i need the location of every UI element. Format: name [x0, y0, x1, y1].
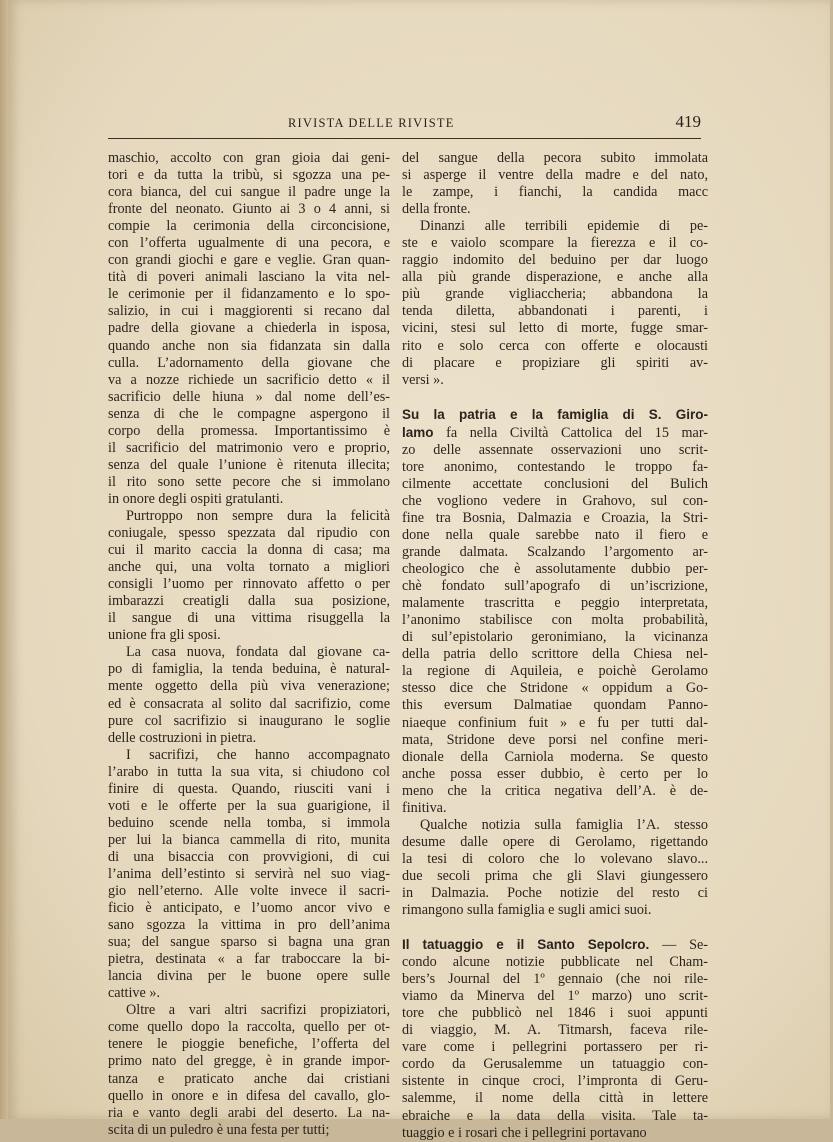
- text-line: di sul’epistolario geronimiano, la vicinanza: [402, 629, 708, 646]
- text-line: finitiva.: [402, 799, 447, 816]
- text-line: fine tra Bosnia, Dalmazia e Croazia, la Stri-: [402, 509, 708, 526]
- text-line: pure col sacrifizio si inaugurano le soglie: [108, 712, 390, 729]
- text-line: in onore degli ospiti gratulanti.: [108, 490, 284, 507]
- text-line: tori e da tutta la tribù, si sgozza una pe-: [108, 167, 390, 184]
- text-line: della patria dello scrittore della Chiesa nel-: [402, 646, 708, 663]
- page-edge: [0, 0, 8, 1119]
- text-line: desume dalle opere di Gerolamo, rigettando: [402, 833, 708, 850]
- section-girolamo-paragraph-2: [402, 817, 708, 919]
- text-line: viamo da Minerva del 1º marzo) uno scrit-: [402, 988, 708, 1005]
- text-line: culla. L’adornamento della giovane che: [108, 354, 390, 371]
- text-line: ficio è anticipato, e l’uomo ancor vivo e: [108, 900, 390, 917]
- section-girolamo-heading-line1: Su la patria e la famiglia di S. Giro-: [402, 406, 708, 422]
- text-line: la tesi di coloro che lo volevano slavo...: [402, 850, 708, 867]
- text-line: cilmente accettate conclusioni del Bulich: [402, 475, 708, 492]
- text-line: ria e vanto degli arabi del deserto. La na-: [108, 1104, 390, 1121]
- text-line: si asperge il ventre della madre e del nato,: [402, 167, 708, 184]
- section-tatuaggio: [402, 936, 708, 1142]
- text-line: tore anonimo, contestando le troppo fa-: [402, 458, 708, 475]
- text-line: niaeque confinium fuit » e fu per tutti dal-: [402, 714, 708, 731]
- text-line: sacrificio delle hiuna » dal nome dell’es-: [108, 388, 390, 405]
- paragraph: [402, 150, 708, 218]
- text-line: beduino scende nella tomba, si immola: [108, 814, 390, 831]
- text-line: chè fondato sull’apografo di un’iscrizione,: [402, 578, 708, 595]
- section-tatuaggio-heading: Il tatuaggio e il Santo Sepolcro. — Se-: [402, 937, 708, 954]
- text-line: l’anima dell’estinto si servirà nel suo viag-: [108, 865, 390, 882]
- text-line: senza di che le compagne aspergono il: [108, 405, 390, 422]
- text-line: di placare e propiziare gli spiriti av-: [402, 354, 708, 371]
- text-line: rito e solo cerca con offerte e olocausti: [402, 337, 708, 354]
- text-line: il sacrificio del matrimonio vero e proprio,: [108, 439, 390, 456]
- right-intro: [402, 150, 708, 389]
- text-line: stesso dice che Stridone « oppidum a Go-: [402, 680, 708, 697]
- header-title: RIVISTA DELLE RIVISTE: [288, 116, 455, 130]
- text-line: cordo da Gerusalemme un tatuaggio con-: [402, 1056, 708, 1073]
- text-line: coniugale, spesso spezzata dal ripudio con: [108, 525, 390, 542]
- text-line: le cerimonie per il fidanzamento e lo spo-: [108, 286, 390, 303]
- text-line: sistente in cinque croci, l’impronta di Geru-: [402, 1073, 708, 1090]
- text-line: di viaggio, M. A. Titmarsh, faceva rile-: [402, 1022, 708, 1039]
- text-line: cui il marito caccia la donna di casa; ma: [108, 542, 390, 559]
- text-line: che vogliono vedere in Grahovo, sul con-: [402, 492, 708, 509]
- text-line: per lui la bianca cammella di rito, munita: [108, 831, 390, 848]
- text-line: senza del quale l’unione è ritenuta illecita;: [108, 456, 390, 473]
- text-line: primo nato del gregge, è in grande impor-: [108, 1053, 390, 1070]
- text-line: finire di questa. Quando, riusciti vani i: [108, 780, 390, 797]
- text-line: tenere le pioggie benefiche, l’offerta del: [108, 1036, 390, 1053]
- text-line: della fronte.: [402, 201, 471, 218]
- text-line: condo alcune notizie pubblicate nel Cham-: [402, 954, 708, 971]
- text-line: in Dalmazia. Poche notizie del resto ci: [402, 884, 708, 901]
- text-line: quello in onore e in difesa del cavallo, glo-: [108, 1087, 390, 1104]
- text-line: meno che la critica negativa dell’A. è de-: [402, 782, 708, 799]
- text-line: mente oggetto della più viva venerazione;: [108, 678, 390, 695]
- text-line: La casa nuova, fondata dal giovane ca-: [126, 644, 390, 661]
- text-line: ebraiche e la data della visita. Tale ta-: [402, 1107, 708, 1124]
- paragraph: [108, 508, 390, 644]
- text-line: di una bisaccia con provvigioni, di cui: [108, 848, 390, 865]
- text-line: Dinanzi alle terribili epidemie di pe-: [420, 218, 708, 235]
- paragraph: [402, 218, 708, 388]
- text-line: il rito sono sette pecore che si immolano: [108, 473, 390, 490]
- text-line: padre della giovane a chiederla in isposa,: [108, 320, 390, 337]
- text-line: tore che pubblicò nel 1846 i suoi appunti: [402, 1005, 708, 1022]
- text-line: mata, Stridone deve porsi nel confine meri-: [402, 731, 708, 748]
- text-line: malamente trascritta e peggio interpretata,: [402, 595, 708, 612]
- text-line: tanza e praticato anche dai cristiani: [108, 1070, 390, 1087]
- text-line: corpo della promessa. Importantissimo è: [108, 422, 390, 439]
- text-line: maschio, accolto con gran gioia dai geni-: [108, 150, 390, 166]
- text-line: rimangono sulla famiglia e sugli amici suoi.: [402, 902, 652, 919]
- text-line: po di famiglia, la tenda beduina, è natural-: [108, 661, 390, 678]
- text-line: Purtroppo non sempre dura la felicità: [126, 507, 390, 524]
- text-line: alla più grande disperazione, e anche alla: [402, 269, 708, 286]
- text-line: imbarazzi creatigli dalla sua posizione,: [108, 593, 390, 610]
- text-line: cattive ».: [108, 985, 160, 1002]
- text-line: cheologico che è assolutamente dubbio per-: [402, 561, 708, 578]
- text-line: sua; del sangue sparso si bagna una gran: [108, 934, 390, 951]
- text-line: ed è consacrata al solito dal sacrifizio, come: [108, 695, 390, 712]
- text-line: lancia divina per le buone opere sulle: [108, 968, 390, 985]
- text-line: salemme, il nome della città in lettere: [402, 1090, 708, 1107]
- text-line: zo delle assennate osservazioni uno scrit-: [402, 441, 708, 458]
- text-line: due secoli prima che gli Slavi giungessero: [402, 867, 708, 884]
- right-column: [402, 150, 708, 1142]
- text-line: grande dalmata. Scalzando l’argomento ar-: [402, 544, 708, 561]
- text-line: vare come i pellegrini portassero per ri-: [402, 1039, 708, 1056]
- text-line: vicini, stesi sul letto di morte, fugge smar-: [402, 320, 708, 337]
- text-line: this eversum Dalmatiae quondam Panno-: [402, 697, 708, 714]
- text-line: la regione di Aquileia, e poichè Gerolamo: [402, 663, 708, 680]
- section-girolamo: [402, 406, 708, 919]
- text-line: tità di poveri animali lasciano la vita nel-: [108, 269, 390, 286]
- text-line: ste e vaiolo scompare la fierezza e il co-: [402, 235, 708, 252]
- text-line: consigli l’uomo per rinnovato affetto o per: [108, 576, 390, 593]
- text-line: voti e le offerte per la sua guarigione, il: [108, 797, 390, 814]
- section-girolamo-heading-line2: lamo fa nella Civiltà Cattolica del 15 mar-: [402, 424, 708, 441]
- text-line: done nella quale sarebbe nato il fiero e: [402, 526, 708, 543]
- text-line: con grandi giochi e gare e veglie. Gran quan-: [108, 252, 390, 269]
- text-line: delle costruzioni in pietra.: [108, 729, 257, 746]
- text-line: bers’s Journal del 1º gennaio (che noi rile-: [402, 971, 708, 988]
- paragraph: [108, 644, 390, 746]
- text-line: scita di un puledro è una festa per tutti;: [108, 1121, 330, 1138]
- text-line: Qualche notizia sulla famiglia l’A. stesso: [420, 816, 708, 833]
- text-line: tenda diletta, abbandonati i parenti, i: [402, 303, 708, 320]
- text-line: più grande vigliaccheria; abbandona la: [402, 286, 708, 303]
- text-line: va a nozze richiede un sacrificio detto « il: [108, 371, 390, 388]
- text-line: Oltre a vari altri sacrifizi propiziatori,: [126, 1002, 390, 1019]
- section-girolamo-body: [402, 442, 708, 817]
- section-tatuaggio-body: [402, 954, 708, 1142]
- left-column: [108, 150, 390, 1139]
- text-line: fronte del neonato. Giunto ai 3 o 4 anni, si: [108, 201, 390, 218]
- text-line: con l’offerta ugualmente di una pecora, e: [108, 235, 390, 252]
- text-line: l’anonimo stabilisce con molta probabilità,: [402, 612, 708, 629]
- paragraph: [108, 150, 390, 508]
- text-line: cora bianca, del cui sangue il padre unge la: [108, 184, 390, 201]
- page-number: 419: [675, 112, 701, 131]
- text-line: I sacrifizi, che hanno accompagnato: [126, 746, 390, 763]
- text-line: quando anche non sia fidanzata sin dalla: [108, 337, 390, 354]
- text-line: anche possa esser dubbio, è certo per lo: [402, 765, 708, 782]
- text-line: versi ».: [402, 371, 444, 388]
- text-line: tuaggio e i rosari che i pellegrini portavano: [402, 1124, 647, 1141]
- text-line: dionale della Carniola moderna. Se questo: [402, 748, 708, 765]
- text-line: unione fra gli sposi.: [108, 627, 221, 644]
- paragraph: [108, 747, 390, 1003]
- text-line: raggio indomito del beduino per dar luogo: [402, 252, 708, 269]
- section-girolamo-first-line: fa nella Civiltà Cattolica del 15 mar-: [433, 424, 708, 441]
- text-line: gio nell’eterno. Alle volte invece il sacri-: [108, 883, 390, 900]
- text-line: anche qui, una volta tornato a migliori: [108, 559, 390, 576]
- text-line: il sangue di una vittima risuggella la: [108, 610, 390, 627]
- running-header: [108, 114, 701, 139]
- text-line: del sangue della pecora subito immolata: [402, 150, 708, 166]
- paragraph: [108, 1002, 390, 1138]
- text-line: compie la cerimonia della circoncisione,: [108, 218, 390, 235]
- text-line: pietra, destinata « a far traboccare la bi-: [108, 951, 390, 968]
- text-line: le zampe, i fianchi, la candida macc: [402, 184, 708, 201]
- text-line: sano sgozza la vittima in pro dell’anima: [108, 917, 390, 934]
- text-line: come quello dopo la raccolta, quello per ot-: [108, 1019, 390, 1036]
- text-line: l’arabo in tutta la sua vita, si chiudono col: [108, 763, 390, 780]
- text-line: salizio, in cui i maggiorenti si recano dal: [108, 303, 390, 320]
